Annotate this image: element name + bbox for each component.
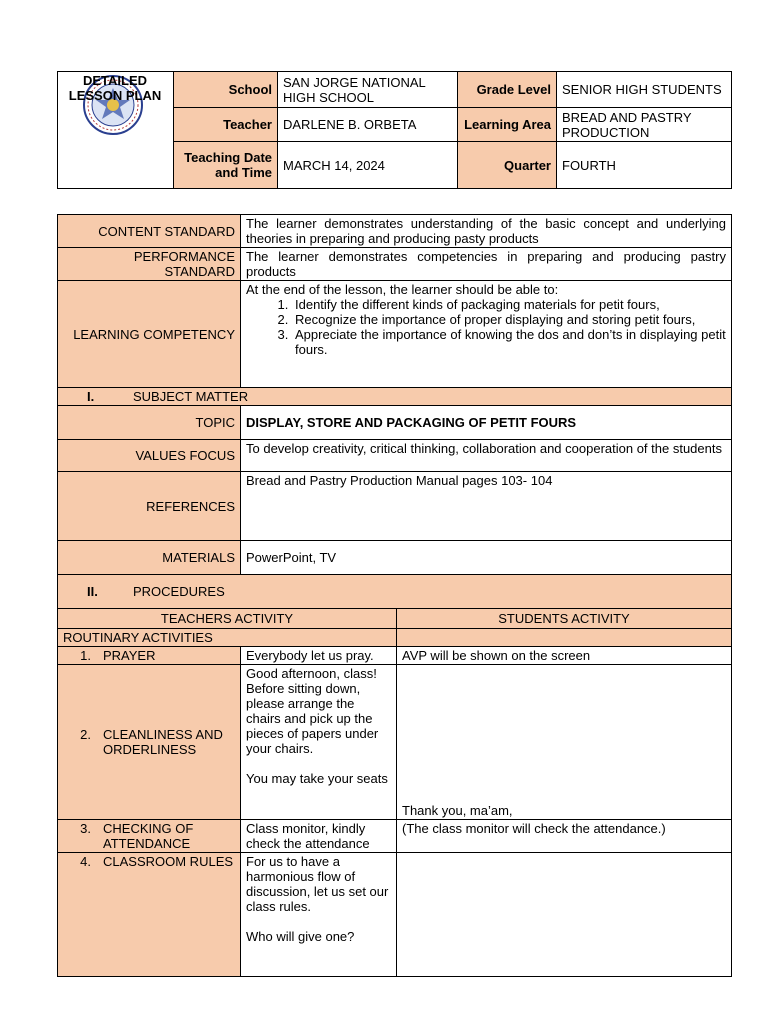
topic-label: TOPIC bbox=[58, 406, 241, 440]
activity-name-cell bbox=[58, 665, 241, 820]
teacher-value: DARLENE B. ORBETA bbox=[278, 108, 458, 142]
teacher-activity-text: Good afternoon, class! Before sitting down, please arrange the chairs and pick up the pieces of papers under your chairs. You may take your seats bbox=[241, 665, 397, 820]
references-label: REFERENCES bbox=[58, 472, 241, 541]
school-label: School bbox=[174, 72, 278, 108]
performance-standard-value: The learner demonstrates competencies in preparing and producing pastry products bbox=[241, 248, 732, 281]
student-activity-text: Thank you, ma’am, bbox=[397, 665, 732, 820]
date-label: Teaching Date and Time bbox=[174, 142, 278, 189]
students-activity-header: STUDENTS ACTIVITY bbox=[397, 609, 732, 629]
grade-value: SENIOR HIGH STUDENTS bbox=[557, 72, 732, 108]
learning-competency-label: LEARNING COMPETENCY bbox=[58, 281, 241, 388]
document-title-line2: LESSON PLAN bbox=[68, 88, 162, 103]
activity-number: 1. bbox=[80, 648, 91, 663]
competency-intro: At the end of the lesson, the learner should be able to: bbox=[246, 282, 559, 297]
references-value: Bread and Pastry Production Manual pages 103- 104 bbox=[241, 472, 732, 541]
subject-matter-title: SUBJECT MATTER bbox=[133, 389, 249, 404]
student-activity-text: AVP will be shown on the screen bbox=[397, 647, 732, 665]
teachers-activity-header: TEACHERS ACTIVITY bbox=[58, 609, 397, 629]
activity-name-cell bbox=[58, 647, 241, 665]
values-focus-value: To develop creativity, critical thinking, collaboration and cooperation of the students bbox=[241, 440, 732, 472]
lesson-plan-table bbox=[57, 214, 732, 977]
activity-number: 3. bbox=[80, 821, 91, 836]
document-title bbox=[59, 73, 171, 103]
learning-competency-value bbox=[241, 281, 732, 388]
routinary-activities-label: ROUTINARY ACTIVITIES bbox=[58, 629, 397, 647]
school-value: SAN JORGE NATIONAL HIGH SCHOOL bbox=[278, 72, 458, 108]
student-activity-text bbox=[397, 853, 732, 977]
activity-name: PRAYER bbox=[103, 648, 156, 663]
competency-item: 3. Appreciate the importance of knowing the dos and don’ts in displaying petit fours. bbox=[292, 327, 726, 357]
procedures-number: II. bbox=[87, 584, 98, 599]
teacher-label: Teacher bbox=[174, 108, 278, 142]
topic-value: DISPLAY, STORE AND PACKAGING OF PETIT FOURS bbox=[241, 406, 732, 440]
competency-item: 2. Recognize the importance of proper displaying and storing petit fours, bbox=[292, 312, 726, 327]
teacher-activity-text: Class monitor, kindly check the attendance bbox=[241, 820, 397, 853]
grade-label: Grade Level bbox=[458, 72, 557, 108]
competency-item: 1. Identify the different kinds of packaging materials for petit fours, bbox=[292, 297, 726, 312]
activity-name-cell bbox=[58, 853, 241, 977]
activity-name: CLEANLINESS AND ORDERLINESS bbox=[103, 727, 223, 757]
quarter-label: Quarter bbox=[458, 142, 557, 189]
activity-number: 2. bbox=[80, 727, 91, 742]
procedures-title: PROCEDURES bbox=[133, 584, 225, 599]
performance-standard-label: PERFORMANCE STANDARD bbox=[58, 248, 241, 281]
document-title-line1: DETAILED bbox=[82, 73, 148, 88]
activity-name: CHECKING OF ATTENDANCE bbox=[103, 821, 194, 851]
content-standard-value: The learner demonstrates understanding of the basic concept and underlying theories in preparing and producing pasty products bbox=[241, 215, 732, 248]
date-value: MARCH 14, 2024 bbox=[278, 142, 458, 189]
content-standard-label: CONTENT STANDARD bbox=[58, 215, 241, 248]
activity-name: CLASSROOM RULES bbox=[103, 854, 234, 869]
teacher-activity-text: For us to have a harmonious flow of discussion, let us set our class rules. Who will give one? bbox=[241, 853, 397, 977]
subject-matter-heading bbox=[58, 388, 732, 406]
subject-matter-number: I. bbox=[87, 389, 95, 404]
procedures-heading bbox=[58, 575, 732, 609]
materials-label: MATERIALS bbox=[58, 541, 241, 575]
routinary-students-cell bbox=[397, 629, 732, 647]
materials-value: PowerPoint, TV bbox=[241, 541, 732, 575]
learning-area-value: BREAD AND PASTRY PRODUCTION bbox=[557, 108, 732, 142]
student-activity-text: (The class monitor will check the attendance.) bbox=[397, 820, 732, 853]
quarter-value: FOURTH bbox=[557, 142, 732, 189]
competency-list bbox=[246, 297, 726, 357]
activity-number: 4. bbox=[80, 854, 91, 869]
teacher-activity-text: Everybody let us pray. bbox=[241, 647, 397, 665]
activity-name-cell bbox=[58, 820, 241, 853]
values-focus-label: VALUES FOCUS bbox=[58, 440, 241, 472]
learning-area-label: Learning Area bbox=[458, 108, 557, 142]
